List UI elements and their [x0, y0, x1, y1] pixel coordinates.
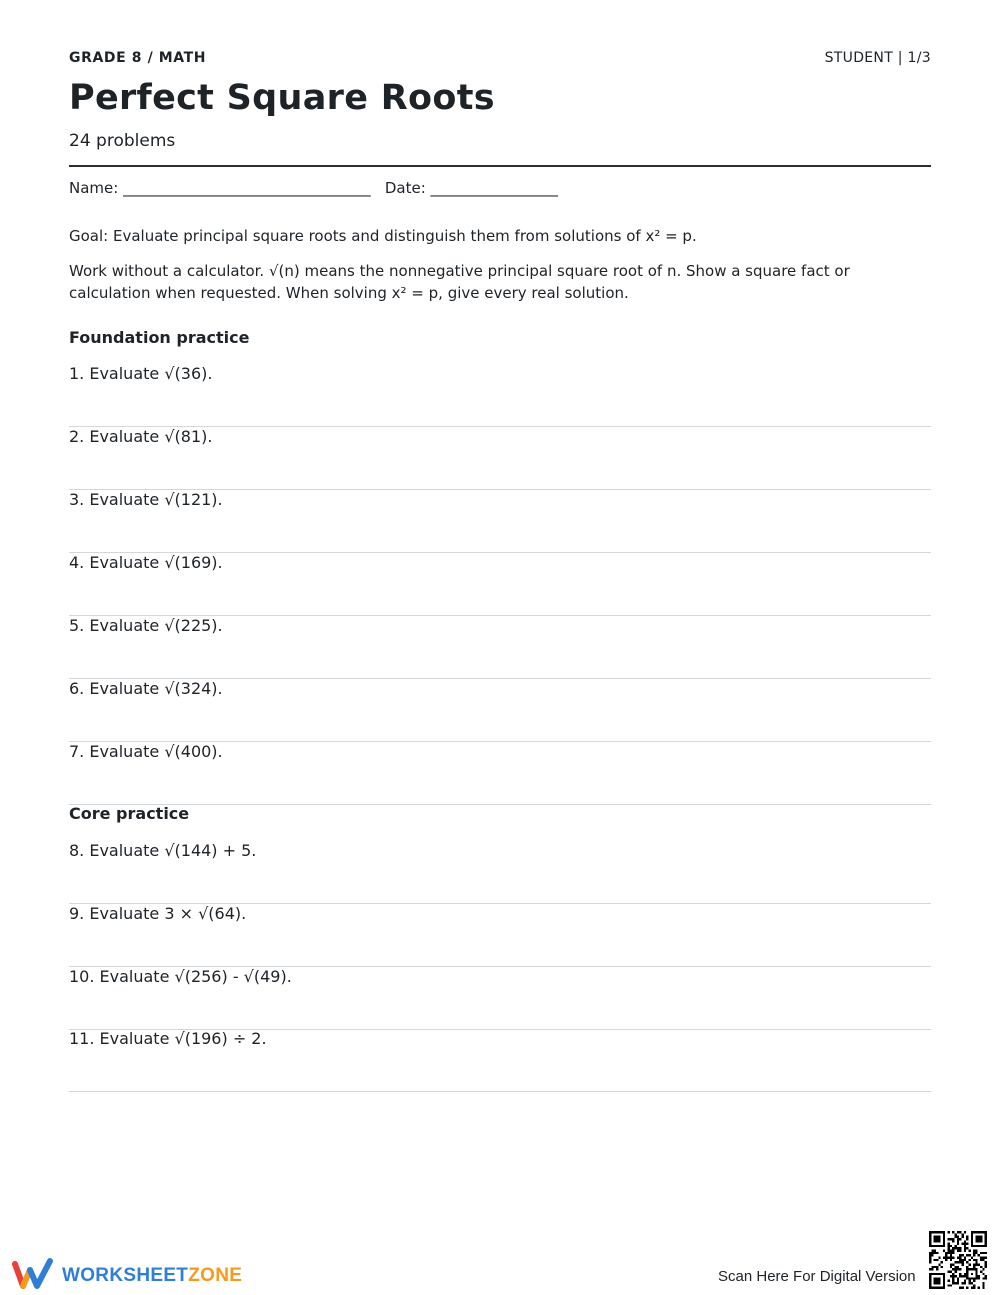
problem-text: 7. Evaluate √(400).	[69, 742, 223, 761]
problem-item[interactable]	[69, 616, 931, 679]
logo-w-icon	[12, 1258, 56, 1290]
problem-text: 8. Evaluate √(144) + 5.	[69, 841, 257, 860]
problem-text: 11. Evaluate √(196) ÷ 2.	[69, 1029, 267, 1048]
problem-text: 1. Evaluate √(36).	[69, 364, 213, 383]
problem-item[interactable]	[69, 904, 931, 967]
problem-item[interactable]	[69, 364, 931, 427]
problem-text: 3. Evaluate √(121).	[69, 490, 223, 509]
name-date-fields[interactable]: Name: _________________________________ Date: _________________	[69, 179, 559, 197]
header-bar	[69, 50, 931, 70]
problem-item[interactable]	[69, 967, 931, 1030]
problem-text: 10. Evaluate √(256) - √(49).	[69, 967, 292, 986]
problem-text: 5. Evaluate √(225).	[69, 616, 223, 635]
problem-count: 24 problems	[69, 131, 176, 151]
problem-item[interactable]	[69, 1029, 931, 1092]
page-info: STUDENT | 1/3	[824, 50, 931, 66]
problem-text: 9. Evaluate 3 × √(64).	[69, 904, 247, 923]
scan-caption: Scan Here For Digital Version	[718, 1268, 916, 1285]
problem-item[interactable]	[69, 427, 931, 490]
logo-text-worksheet: WORKSHEET	[62, 1265, 189, 1286]
goal-text: Goal: Evaluate principal square roots and distinguish them from solutions of x² = p.	[69, 227, 697, 245]
section-foundation-title: Foundation practice	[69, 328, 250, 347]
section-core-title: Core practice	[69, 804, 190, 823]
problem-item[interactable]	[69, 841, 931, 904]
problem-item[interactable]	[69, 742, 931, 805]
instructions-text: Work without a calculator. √(n) means the nonnegative principal square root of n. Show a square fact or calculation when requested. When solving x² = p, give every real solution.	[69, 262, 850, 302]
problem-item[interactable]	[69, 553, 931, 616]
header-divider	[69, 165, 931, 167]
grade-subject: GRADE 8 / MATH	[69, 50, 207, 66]
problem-item[interactable]	[69, 679, 931, 742]
problem-item[interactable]	[69, 490, 931, 553]
problem-text: 2. Evaluate √(81).	[69, 427, 213, 446]
problem-text: 6. Evaluate √(324).	[69, 679, 223, 698]
page-title: Perfect Square Roots	[69, 78, 495, 118]
logo-wordmark	[62, 1265, 242, 1287]
logo-text-zone: ZONE	[188, 1265, 243, 1286]
problem-text: 4. Evaluate √(169).	[69, 553, 223, 572]
qr-code-icon[interactable]	[929, 1231, 987, 1289]
